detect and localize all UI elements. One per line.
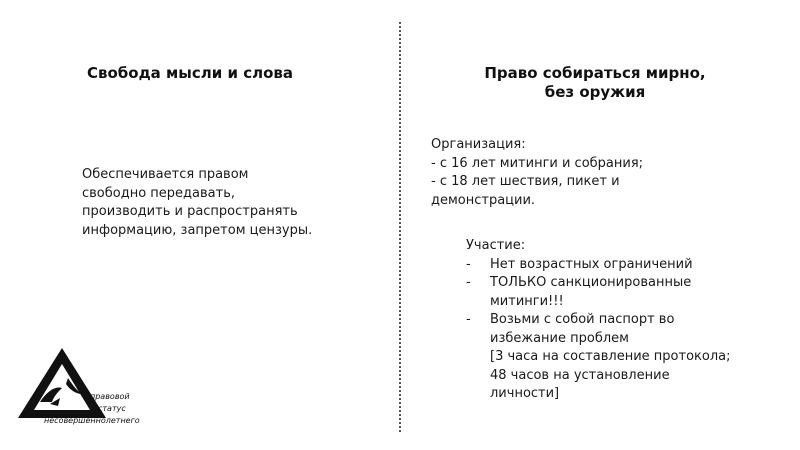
left-body-line: производить и распространять <box>82 204 298 219</box>
list-item-line: Нет возрастных ограничений <box>490 256 693 272</box>
dash-bullet: - <box>466 275 471 290</box>
list-item-line: [3 часа на составление протокола; <box>490 349 731 364</box>
logo <box>10 344 160 434</box>
organization-line: Организация: <box>431 137 526 152</box>
logo-text-line: несовершеннолетнего <box>44 416 140 425</box>
organization-block <box>431 136 751 210</box>
list-item-line: митинги!!! <box>490 293 564 309</box>
organization-line: - с 16 лет митинги и собрания; <box>431 155 644 171</box>
right-heading <box>420 64 770 102</box>
list-item <box>466 274 766 311</box>
dash-bullet: - <box>466 256 471 272</box>
list-item <box>466 311 766 404</box>
right-heading-line: без оружия <box>544 83 646 101</box>
list-item-line: личности] <box>490 386 560 401</box>
logo-text-line: статус <box>98 404 126 413</box>
participation-block <box>466 237 766 404</box>
logo-text-line: правовой <box>90 392 130 401</box>
right-heading-line: Право собираться мирно, <box>484 64 706 82</box>
left-body-line: свободно передавать, <box>82 185 236 201</box>
organization-line: - с 18 лет шествия, пикет и <box>431 174 620 189</box>
column-divider <box>399 22 401 432</box>
participation-list <box>466 256 766 404</box>
left-heading-text: Свобода мысли и слова <box>86 64 293 82</box>
left-body-text <box>82 166 352 240</box>
list-item-line: избежание проблем <box>490 330 629 346</box>
left-heading <box>40 64 340 83</box>
participation-title: Участие: <box>466 238 526 253</box>
list-item-line: ТОЛЬКО санкционированные <box>490 275 692 290</box>
organization-line: демонстрации. <box>431 192 536 208</box>
left-body-line: информацию, запретом цензуры. <box>82 222 313 238</box>
list-item-line: Возьми с собой паспорт во <box>490 312 675 327</box>
dash-bullet: - <box>466 312 471 327</box>
left-body-line: Обеспечивается правом <box>82 167 249 182</box>
list-item <box>466 256 766 275</box>
list-item-line: 48 часов на установление <box>490 367 670 383</box>
